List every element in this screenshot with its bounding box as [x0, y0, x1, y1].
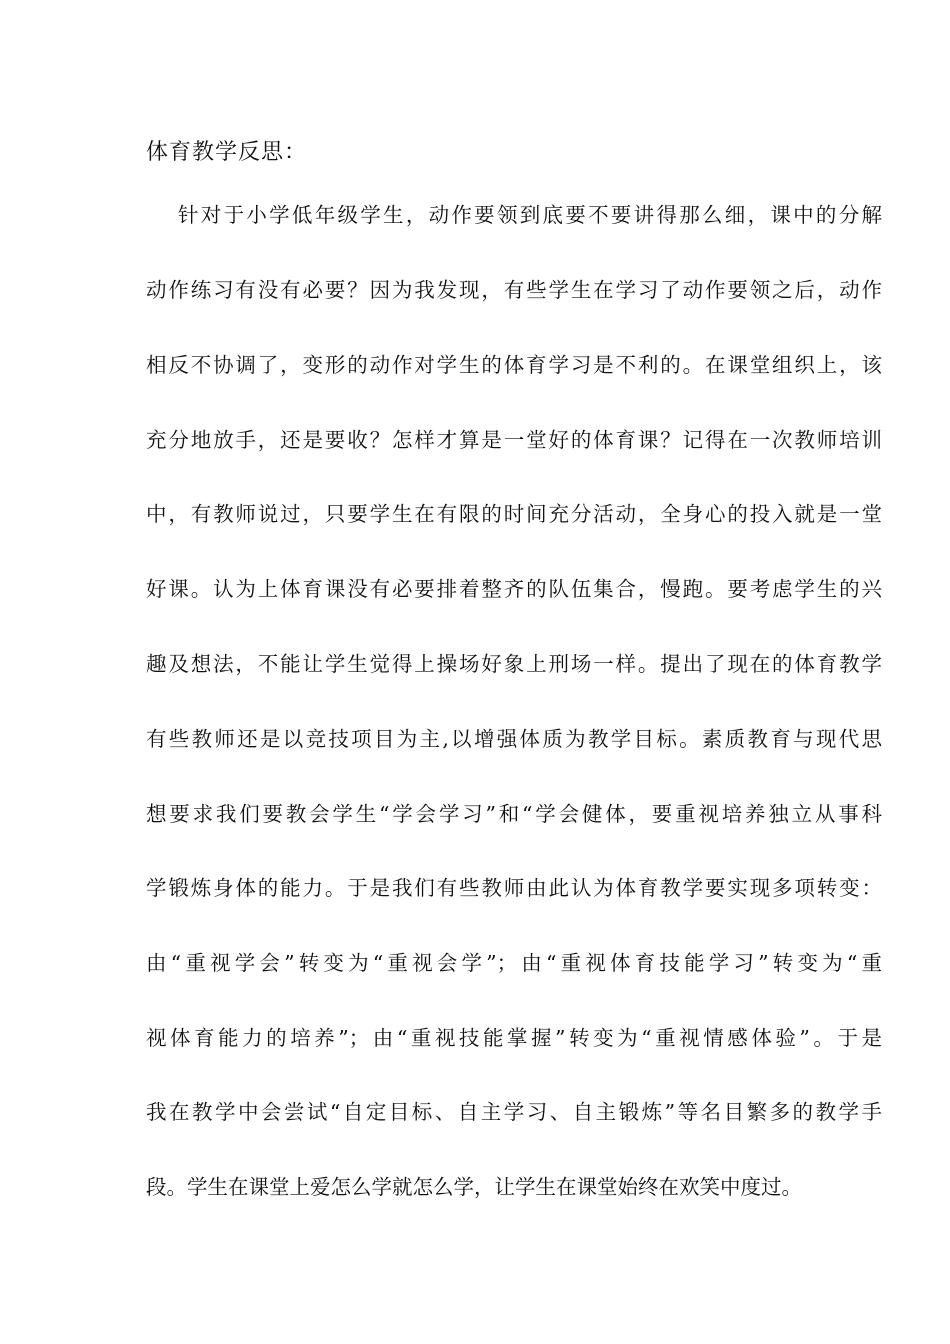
paragraph-line: 想要求我们要教会学生“学会学习”和“学会健体，要重视培养独立从事科 [146, 802, 882, 826]
paragraph-line: 动作练习有没有必要？因为我发现，有些学生在学习了动作要领之后，动作 [146, 278, 882, 302]
paragraph-line: 我在教学中会尝试“自定目标、自主学习、自主锻炼”等名目繁多的教学手 [146, 1100, 882, 1124]
paragraph-line: 中，有教师说过，只要学生在有限的时间充分活动，全身心的投入就是一堂 [146, 502, 882, 526]
paragraph-line: 由“重视学会”转变为“重视会学”；由“重视体育技能学习”转变为“重 [146, 951, 882, 975]
paragraph-line: 趣及想法，不能让学生觉得上操场好象上刑场一样。提出了现在的体育教学 [146, 652, 882, 676]
paragraph-line: 视体育能力的培养”；由“重视技能掌握”转变为“重视情感体验”。于是 [146, 1026, 882, 1050]
paragraph-line: 段。学生在课堂上爱怎么学就怎么学，让学生在课堂始终在欢笑中度过。 [146, 1175, 802, 1199]
document-title: 体育教学反思： [146, 140, 308, 165]
paragraph-line: 好课。认为上体育课没有必要排着整齐的队伍集合，慢跑。要考虑学生的兴 [146, 577, 882, 601]
paragraph-line: 相反不协调了，变形的动作对学生的体育学习是不利的。在课堂组织上，该 [146, 353, 882, 377]
paragraph-line: 充分地放手，还是要收？怎样才算是一堂好的体育课？记得在一次教师培训 [146, 428, 882, 452]
paragraph-line: 针对于小学低年级学生，动作要领到底要不要讲得那么细，课中的分解 [178, 203, 882, 227]
paragraph-line: 学锻炼身体的能力。于是我们有些教师由此认为体育教学要实现多项转变： [146, 876, 882, 900]
paragraph-line: 有些教师还是以竞技项目为主,以增强体质为教学目标。素质教育与现代思 [146, 727, 882, 751]
